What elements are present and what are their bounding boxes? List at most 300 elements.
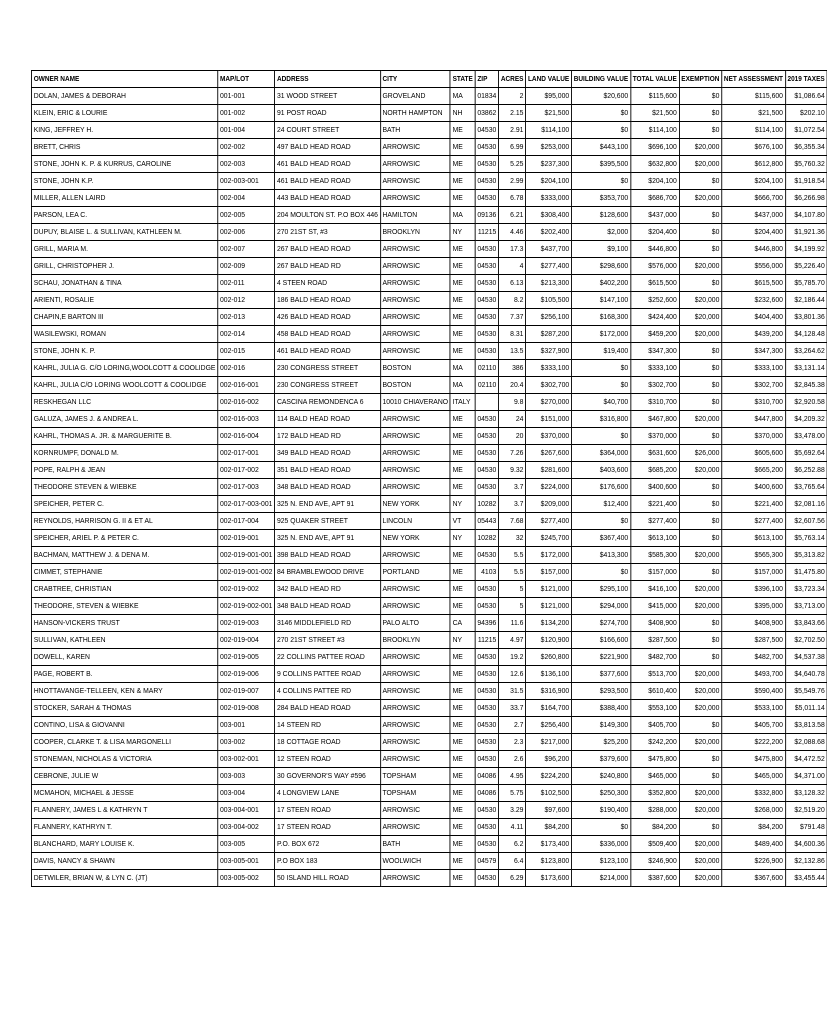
cell-total-value: $696,100: [630, 139, 679, 156]
cell-acres: 4.11: [499, 819, 526, 836]
cell-owner-name: KLEIN, ERIC & LOURIE: [31, 105, 217, 122]
cell-exemption: $0: [679, 241, 722, 258]
cell-building-value: $0: [571, 105, 630, 122]
cell-city: BOSTON: [380, 377, 450, 394]
table-row: [31, 105, 827, 122]
cell-net-assessment: $446,800: [722, 241, 786, 258]
cell-land-value: $245,700: [526, 530, 572, 547]
cell-acres: 4.97: [499, 632, 526, 649]
cell-exemption: $20,000: [679, 292, 722, 309]
cell-zip: 04530: [475, 700, 499, 717]
cell-state: ME: [450, 156, 475, 173]
cell-building-value: $293,500: [571, 683, 630, 700]
cell-zip: [475, 394, 499, 411]
cell-total-value: $387,600: [630, 870, 679, 887]
cell-exemption: $0: [679, 343, 722, 360]
table-row: [31, 190, 827, 207]
cell-map-lot: 003-004-001: [218, 802, 275, 819]
cell-acres: 5.5: [499, 564, 526, 581]
cell-taxes: $1,921.36: [785, 224, 827, 241]
cell-city: ARROWSIC: [380, 139, 450, 156]
cell-building-value: $0: [571, 564, 630, 581]
cell-city: WOOLWICH: [380, 853, 450, 870]
cell-exemption: $0: [679, 819, 722, 836]
cell-taxes: $6,355.34: [785, 139, 827, 156]
cell-zip: 04530: [475, 870, 499, 887]
cell-land-value: $281,600: [526, 462, 572, 479]
cell-building-value: $395,500: [571, 156, 630, 173]
table-row: [31, 632, 827, 649]
cell-address: 348 BALD HEAD ROAD: [275, 479, 381, 496]
cell-taxes: $4,371.00: [785, 768, 827, 785]
cell-exemption: $0: [679, 615, 722, 632]
cell-exemption: $20,000: [679, 683, 722, 700]
header-net-assessment: NET ASSESSMENT: [722, 71, 786, 88]
cell-map-lot: 003-004: [218, 785, 275, 802]
cell-address: 351 BALD HEAD ROAD: [275, 462, 381, 479]
cell-city: ARROWSIC: [380, 428, 450, 445]
cell-land-value: $302,700: [526, 377, 572, 394]
table-row: [31, 462, 827, 479]
cell-acres: 6.29: [499, 870, 526, 887]
cell-land-value: $287,200: [526, 326, 572, 343]
cell-address: 925 QUAKER STREET: [275, 513, 381, 530]
cell-acres: 386: [499, 360, 526, 377]
cell-total-value: $585,300: [630, 547, 679, 564]
cell-address: 4 STEEN ROAD: [275, 275, 381, 292]
cell-city: ARROWSIC: [380, 683, 450, 700]
table-row: [31, 802, 827, 819]
cell-state: ME: [450, 445, 475, 462]
cell-exemption: $20,000: [679, 547, 722, 564]
cell-address: P.O. BOX 672: [275, 836, 381, 853]
cell-land-value: $224,000: [526, 479, 572, 496]
cell-land-value: $157,000: [526, 564, 572, 581]
cell-building-value: $367,400: [571, 530, 630, 547]
cell-owner-name: THEODORE, STEVEN & WIEBKE: [31, 598, 217, 615]
cell-owner-name: STOCKER, SARAH & THOMAS: [31, 700, 217, 717]
cell-total-value: $277,400: [630, 513, 679, 530]
cell-land-value: $209,000: [526, 496, 572, 513]
cell-address: CASCINA REMONDENCA 6: [275, 394, 381, 411]
cell-state: MA: [450, 377, 475, 394]
cell-building-value: $176,600: [571, 479, 630, 496]
cell-exemption: $0: [679, 173, 722, 190]
cell-owner-name: PAGE, ROBERT B.: [31, 666, 217, 683]
cell-zip: 04530: [475, 547, 499, 564]
cell-acres: 9.32: [499, 462, 526, 479]
cell-state: ME: [450, 683, 475, 700]
cell-exemption: $20,000: [679, 309, 722, 326]
cell-acres: 2: [499, 88, 526, 105]
cell-exemption: $0: [679, 105, 722, 122]
cell-net-assessment: $556,000: [722, 258, 786, 275]
cell-building-value: $353,700: [571, 190, 630, 207]
cell-city: BATH: [380, 122, 450, 139]
cell-land-value: $260,800: [526, 649, 572, 666]
cell-map-lot: 002-006: [218, 224, 275, 241]
cell-address: 426 BALD HEAD ROAD: [275, 309, 381, 326]
cell-owner-name: GALUZA, JAMES J. & ANDREA L.: [31, 411, 217, 428]
cell-net-assessment: $21,500: [722, 105, 786, 122]
table-row: [31, 122, 827, 139]
cell-map-lot: 002-004: [218, 190, 275, 207]
cell-taxes: $5,760.32: [785, 156, 827, 173]
cell-net-assessment: $465,000: [722, 768, 786, 785]
cell-building-value: $19,400: [571, 343, 630, 360]
cell-total-value: $437,000: [630, 207, 679, 224]
header-building-value: BUILDING VALUE: [571, 71, 630, 88]
cell-map-lot: 003-002: [218, 734, 275, 751]
cell-exemption: $20,000: [679, 258, 722, 275]
cell-state: ME: [450, 411, 475, 428]
cell-total-value: $613,100: [630, 530, 679, 547]
cell-net-assessment: $302,700: [722, 377, 786, 394]
cell-building-value: $403,600: [571, 462, 630, 479]
cell-zip: 04530: [475, 122, 499, 139]
cell-map-lot: 002-019-005: [218, 649, 275, 666]
cell-total-value: $416,100: [630, 581, 679, 598]
cell-land-value: $173,600: [526, 870, 572, 887]
cell-zip: 04530: [475, 445, 499, 462]
cell-city: ARROWSIC: [380, 598, 450, 615]
cell-total-value: $459,200: [630, 326, 679, 343]
cell-state: MA: [450, 360, 475, 377]
cell-land-value: $202,400: [526, 224, 572, 241]
cell-land-value: $333,000: [526, 190, 572, 207]
cell-exemption: $26,000: [679, 445, 722, 462]
cell-land-value: $277,400: [526, 513, 572, 530]
cell-owner-name: FLANNERY, JAMES L & KATHRYN T: [31, 802, 217, 819]
cell-city: ARROWSIC: [380, 411, 450, 428]
property-tax-table: [31, 70, 827, 887]
cell-map-lot: 002-013: [218, 309, 275, 326]
cell-owner-name: POPE, RALPH & JEAN: [31, 462, 217, 479]
cell-owner-name: DUPUY, BLAISE L. & SULLIVAN, KATHLEEN M.: [31, 224, 217, 241]
table-row: [31, 360, 827, 377]
cell-state: ME: [450, 870, 475, 887]
cell-acres: 6.4: [499, 853, 526, 870]
cell-taxes: $5,763.14: [785, 530, 827, 547]
cell-net-assessment: $613,100: [722, 530, 786, 547]
cell-total-value: $615,500: [630, 275, 679, 292]
cell-land-value: $121,000: [526, 581, 572, 598]
cell-state: ME: [450, 241, 475, 258]
cell-zip: 03862: [475, 105, 499, 122]
cell-zip: 04530: [475, 292, 499, 309]
cell-acres: 9.8: [499, 394, 526, 411]
cell-map-lot: 002-012: [218, 292, 275, 309]
cell-owner-name: CRABTREE, CHRISTIAN: [31, 581, 217, 598]
cell-taxes: $1,475.80: [785, 564, 827, 581]
cell-net-assessment: $332,800: [722, 785, 786, 802]
cell-owner-name: CIMMET, STEPHANIE: [31, 564, 217, 581]
cell-building-value: $12,400: [571, 496, 630, 513]
cell-city: PORTLAND: [380, 564, 450, 581]
cell-state: ME: [450, 802, 475, 819]
cell-address: 17 STEEN ROAD: [275, 802, 381, 819]
cell-land-value: $123,800: [526, 853, 572, 870]
cell-address: 84 BRAMBLEWOOD DRIVE: [275, 564, 381, 581]
cell-taxes: $2,607.56: [785, 513, 827, 530]
cell-state: MA: [450, 88, 475, 105]
cell-exemption: $20,000: [679, 411, 722, 428]
cell-owner-name: CHAPIN,E BARTON III: [31, 309, 217, 326]
cell-city: ARROWSIC: [380, 649, 450, 666]
cell-total-value: $302,700: [630, 377, 679, 394]
cell-net-assessment: $405,700: [722, 717, 786, 734]
cell-owner-name: FLANNERY, KATHRYN T.: [31, 819, 217, 836]
cell-acres: 33.7: [499, 700, 526, 717]
cell-state: ME: [450, 275, 475, 292]
cell-city: BROOKLYN: [380, 224, 450, 241]
cell-net-assessment: $84,200: [722, 819, 786, 836]
cell-land-value: $333,100: [526, 360, 572, 377]
cell-net-assessment: $493,700: [722, 666, 786, 683]
table-row: [31, 666, 827, 683]
cell-acres: 8.31: [499, 326, 526, 343]
cell-taxes: $5,785.70: [785, 275, 827, 292]
cell-land-value: $84,200: [526, 819, 572, 836]
cell-state: ME: [450, 598, 475, 615]
cell-owner-name: MILLER, ALLEN LAIRD: [31, 190, 217, 207]
cell-net-assessment: $347,300: [722, 343, 786, 360]
cell-owner-name: SCHAU, JONATHAN & TINA: [31, 275, 217, 292]
cell-land-value: $256,100: [526, 309, 572, 326]
cell-acres: 6.2: [499, 836, 526, 853]
cell-taxes: $1,086.64: [785, 88, 827, 105]
cell-city: ARROWSIC: [380, 802, 450, 819]
cell-state: NY: [450, 632, 475, 649]
cell-map-lot: 003-005-002: [218, 870, 275, 887]
cell-acres: 2.3: [499, 734, 526, 751]
cell-taxes: $4,199.92: [785, 241, 827, 258]
cell-net-assessment: $222,200: [722, 734, 786, 751]
cell-owner-name: STONE, JOHN K. P.: [31, 343, 217, 360]
cell-zip: 04530: [475, 190, 499, 207]
cell-map-lot: 002-017-004: [218, 513, 275, 530]
cell-taxes: $3,843.66: [785, 615, 827, 632]
cell-exemption: $20,000: [679, 581, 722, 598]
cell-total-value: $310,700: [630, 394, 679, 411]
cell-total-value: $84,200: [630, 819, 679, 836]
cell-total-value: $246,900: [630, 853, 679, 870]
cell-land-value: $151,000: [526, 411, 572, 428]
table-row: [31, 734, 827, 751]
cell-total-value: $465,000: [630, 768, 679, 785]
cell-state: NY: [450, 496, 475, 513]
cell-city: ARROWSIC: [380, 343, 450, 360]
cell-owner-name: BRETT, CHRIS: [31, 139, 217, 156]
cell-net-assessment: $475,800: [722, 751, 786, 768]
cell-acres: 13.5: [499, 343, 526, 360]
cell-address: 325 N. END AVE, APT 91: [275, 496, 381, 513]
cell-total-value: $686,700: [630, 190, 679, 207]
cell-address: 461 BALD HEAD ROAD: [275, 173, 381, 190]
cell-state: CA: [450, 615, 475, 632]
cell-net-assessment: $268,000: [722, 802, 786, 819]
cell-taxes: $4,209.32: [785, 411, 827, 428]
cell-land-value: $327,900: [526, 343, 572, 360]
cell-owner-name: GRILL, CHRISTOPHER J.: [31, 258, 217, 275]
cell-building-value: $250,300: [571, 785, 630, 802]
cell-total-value: $287,500: [630, 632, 679, 649]
cell-land-value: $120,900: [526, 632, 572, 649]
cell-address: 349 BALD HEAD ROAD: [275, 445, 381, 462]
cell-city: PALO ALTO: [380, 615, 450, 632]
cell-taxes: $2,081.16: [785, 496, 827, 513]
cell-address: 267 BALD HEAD ROAD: [275, 241, 381, 258]
cell-address: 22 COLLINS PATTEE ROAD: [275, 649, 381, 666]
cell-zip: 10282: [475, 496, 499, 513]
cell-taxes: $791.48: [785, 819, 827, 836]
cell-building-value: $295,100: [571, 581, 630, 598]
cell-building-value: $123,100: [571, 853, 630, 870]
cell-map-lot: 002-019-004: [218, 632, 275, 649]
header-address: ADDRESS: [275, 71, 381, 88]
cell-owner-name: KING, JEFFREY H.: [31, 122, 217, 139]
cell-building-value: $166,600: [571, 632, 630, 649]
cell-acres: 2.91: [499, 122, 526, 139]
cell-city: ARROWSIC: [380, 717, 450, 734]
header-row: [31, 71, 827, 88]
table-row: [31, 785, 827, 802]
cell-land-value: $267,600: [526, 445, 572, 462]
cell-exemption: $20,000: [679, 785, 722, 802]
header-2019-taxes: 2019 TAXES: [785, 71, 827, 88]
cell-total-value: $424,400: [630, 309, 679, 326]
table-row: [31, 292, 827, 309]
cell-taxes: $4,107.80: [785, 207, 827, 224]
header-acres: ACRES: [499, 71, 526, 88]
cell-city: ARROWSIC: [380, 462, 450, 479]
cell-taxes: $2,132.86: [785, 853, 827, 870]
cell-exemption: $20,000: [679, 802, 722, 819]
cell-net-assessment: $370,000: [722, 428, 786, 445]
table-row: [31, 479, 827, 496]
table-row: [31, 581, 827, 598]
cell-building-value: $168,300: [571, 309, 630, 326]
cell-net-assessment: $590,400: [722, 683, 786, 700]
cell-net-assessment: $404,400: [722, 309, 786, 326]
cell-total-value: $204,100: [630, 173, 679, 190]
cell-land-value: $114,100: [526, 122, 572, 139]
cell-taxes: $3,801.36: [785, 309, 827, 326]
table-row: [31, 649, 827, 666]
cell-building-value: $388,400: [571, 700, 630, 717]
cell-acres: 19.2: [499, 649, 526, 666]
cell-total-value: $553,100: [630, 700, 679, 717]
cell-net-assessment: $612,800: [722, 156, 786, 173]
cell-zip: 04086: [475, 768, 499, 785]
cell-acres: 5.75: [499, 785, 526, 802]
table-row: [31, 530, 827, 547]
cell-land-value: $224,200: [526, 768, 572, 785]
table-row: [31, 411, 827, 428]
cell-building-value: $20,600: [571, 88, 630, 105]
cell-owner-name: CEBRONE, JULIE W: [31, 768, 217, 785]
cell-owner-name: KAHRL, JULIA G. C/O LORING,WOOLCOTT & COOLIDGE: [31, 360, 217, 377]
cell-zip: 04530: [475, 275, 499, 292]
cell-taxes: $6,266.98: [785, 190, 827, 207]
cell-exemption: $20,000: [679, 836, 722, 853]
cell-address: 461 BALD HEAD ROAD: [275, 156, 381, 173]
table-row: [31, 207, 827, 224]
cell-building-value: $9,100: [571, 241, 630, 258]
cell-owner-name: KAHRL, JULIA C/O LORING WOOLCOTT & COOLIDGE: [31, 377, 217, 394]
cell-zip: 04530: [475, 479, 499, 496]
cell-address: 50 ISLAND HILL ROAD: [275, 870, 381, 887]
table-row: [31, 547, 827, 564]
cell-city: TOPSHAM: [380, 768, 450, 785]
cell-map-lot: 003-005: [218, 836, 275, 853]
cell-land-value: $237,300: [526, 156, 572, 173]
cell-zip: 94396: [475, 615, 499, 632]
cell-taxes: $202.10: [785, 105, 827, 122]
cell-map-lot: 002-009: [218, 258, 275, 275]
cell-state: ME: [450, 428, 475, 445]
cell-building-value: $364,000: [571, 445, 630, 462]
cell-map-lot: 002-019-001-002: [218, 564, 275, 581]
cell-building-value: $149,300: [571, 717, 630, 734]
cell-land-value: $21,500: [526, 105, 572, 122]
cell-land-value: $95,000: [526, 88, 572, 105]
cell-address: 31 WOOD STREET: [275, 88, 381, 105]
cell-land-value: $97,600: [526, 802, 572, 819]
cell-acres: 2.15: [499, 105, 526, 122]
cell-total-value: $685,200: [630, 462, 679, 479]
cell-taxes: $3,713.00: [785, 598, 827, 615]
cell-state: ME: [450, 700, 475, 717]
cell-zip: 02110: [475, 360, 499, 377]
cell-zip: 02110: [475, 377, 499, 394]
cell-acres: 12.6: [499, 666, 526, 683]
cell-net-assessment: $115,600: [722, 88, 786, 105]
cell-net-assessment: $676,100: [722, 139, 786, 156]
cell-net-assessment: $396,100: [722, 581, 786, 598]
table-row: [31, 853, 827, 870]
cell-city: GROVELAND: [380, 88, 450, 105]
cell-state: ME: [450, 734, 475, 751]
cell-state: ME: [450, 190, 475, 207]
cell-taxes: $4,128.48: [785, 326, 827, 343]
cell-owner-name: HNOTTAVANGE-TELLEEN, KEN & MARY: [31, 683, 217, 700]
cell-acres: 24: [499, 411, 526, 428]
cell-address: 443 BALD HEAD ROAD: [275, 190, 381, 207]
table-row: [31, 241, 827, 258]
cell-net-assessment: $533,100: [722, 700, 786, 717]
cell-exemption: $0: [679, 207, 722, 224]
cell-map-lot: 001-004: [218, 122, 275, 139]
cell-city: HAMILTON: [380, 207, 450, 224]
cell-map-lot: 002-011: [218, 275, 275, 292]
cell-zip: 04530: [475, 598, 499, 615]
cell-building-value: $402,200: [571, 275, 630, 292]
cell-city: ARROWSIC: [380, 547, 450, 564]
cell-taxes: $2,845.38: [785, 377, 827, 394]
cell-acres: 5: [499, 581, 526, 598]
table-row: [31, 513, 827, 530]
cell-city: ARROWSIC: [380, 581, 450, 598]
table-row: [31, 768, 827, 785]
cell-state: ME: [450, 581, 475, 598]
cell-zip: 04530: [475, 309, 499, 326]
cell-exemption: $0: [679, 632, 722, 649]
cell-building-value: $294,000: [571, 598, 630, 615]
table-row: [31, 683, 827, 700]
cell-building-value: $0: [571, 513, 630, 530]
cell-address: 230 CONGRESS STREET: [275, 377, 381, 394]
